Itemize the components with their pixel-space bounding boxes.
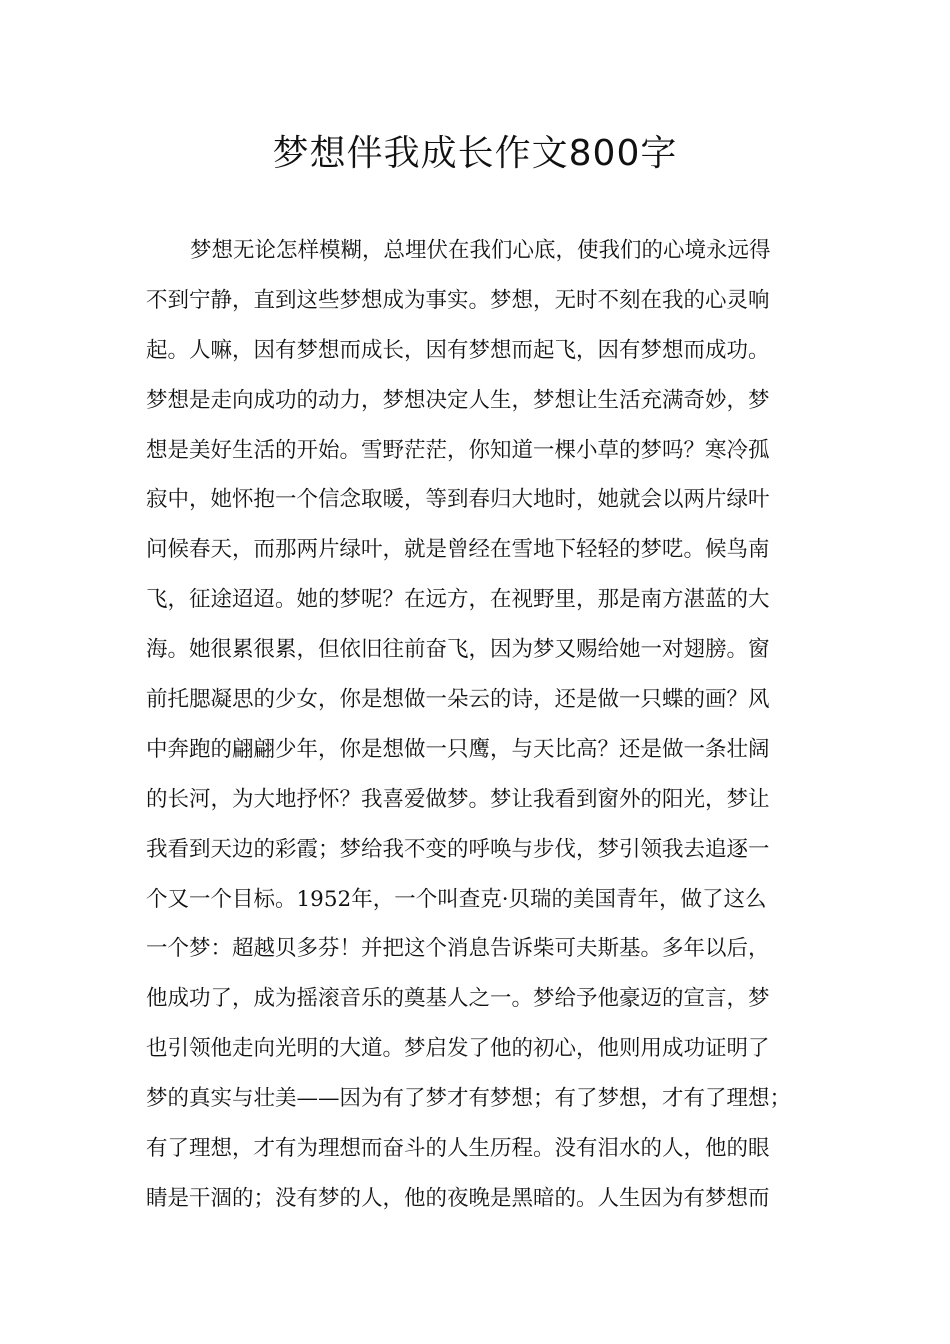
- text-line: 的长河，为大地抒怀？我喜爱做梦。梦让我看到窗外的阳光，梦让: [146, 786, 770, 812]
- text-line: 有了理想，才有为理想而奋斗的人生历程。没有泪水的人，他的眼: [146, 1136, 770, 1162]
- text-line: 飞，征途迢迢。她的梦呢？在远方，在视野里，那是南方湛蓝的大: [146, 587, 770, 613]
- text-line: 梦想是走向成功的动力，梦想决定人生，梦想让生活充满奇妙，梦: [146, 387, 770, 413]
- text-line: 一个梦：超越贝多芬！并把这个消息告诉柴可夫斯基。多年以后，: [146, 936, 770, 962]
- text-line: 梦的真实与壮美——因为有了梦才有梦想；有了梦想，才有了理想；: [146, 1086, 792, 1112]
- text-line: 梦想无论怎样模糊，总埋伏在我们心底，使我们的心境永远得: [190, 238, 771, 263]
- text-line: 海。她很累很累，但依旧往前奋飞，因为梦又赐给她一对翅膀。窗: [146, 637, 770, 663]
- text-line: 也引领他走向光明的大道。梦启发了他的初心，他则用成功证明了: [146, 1036, 770, 1062]
- text-line: 中奔跑的翩翩少年，你是想做一只鹰，与天比高？还是做一条壮阔: [146, 736, 770, 762]
- text-line: 睛是干涸的；没有梦的人，他的夜晚是黑暗的。人生因为有梦想而: [146, 1185, 770, 1211]
- text-line: 想是美好生活的开始。雪野茫茫，你知道一棵小草的梦吗？寒冷孤: [146, 437, 770, 463]
- text-line: 不到宁静，直到这些梦想成为事实。梦想，无时不刻在我的心灵响: [146, 287, 770, 313]
- essay-body: [146, 226, 826, 1224]
- text-line: 个又一个目标。1952年，一个叫查克·贝瑞的美国青年，做了这么: [146, 886, 767, 912]
- text-line: 问候春天，而那两片绿叶，就是曾经在雪地下轻轻的梦呓。候鸟南: [146, 537, 770, 563]
- text-line: 起。人嘛，因有梦想而成长，因有梦想而起飞，因有梦想而成功。: [146, 337, 770, 363]
- text-line: 前托腮凝思的少女，你是想做一朵云的诗，还是做一只蝶的画？风: [146, 687, 770, 713]
- text-line: 寂中，她怀抱一个信念取暖，等到春归大地时，她就会以两片绿叶: [146, 487, 770, 513]
- text-line: 我看到天边的彩霞；梦给我不变的呼唤与步伐，梦引领我去追逐一: [146, 836, 770, 862]
- document-title: 梦想伴我成长作文800字: [272, 133, 678, 174]
- text-line: 他成功了，成为摇滚音乐的奠基人之一。梦给予他豪迈的宣言，梦: [146, 986, 770, 1012]
